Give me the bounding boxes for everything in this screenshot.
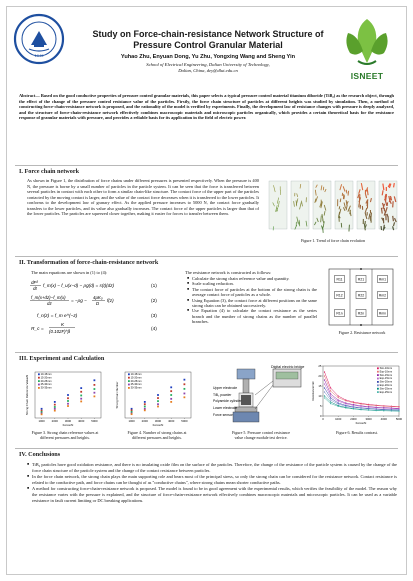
network-steps [187, 276, 317, 325]
data-point [330, 397, 331, 398]
section-1-text: As shown in Figure 1, the distribution of force chains under different pressures is presented respectively. When the pressure is 400 N, the pressure is borne by a small number of particles in the particle system. It can be seen that the force is transferred between several particles in contact with each other to form a similar chain-like structure. The contact force of the upper part of the particles contacted by the moving contact is larger, and the value of the contact force decreases when it is transferred to the lower particles. It conforms to the development law of granary effect. As the applied pressure increases to 5000 N, the contact force gradually transfers to the lower particles, and its value also gradually increases. The contact force of the upper particles is larger than that of the lower particles. The particles are squeezed closer together, making it easier for forces to transfer between them. [27, 178, 259, 216]
legend-swatch [128, 377, 130, 379]
affiliation-line-2: Dalian, China, dey@dlut.edu.cn [178, 67, 238, 73]
x-axis-label: Force/N [355, 421, 367, 425]
svg-text:D: D [96, 301, 100, 306]
x-axis-label: Force/N [152, 423, 164, 427]
data-point [157, 403, 159, 405]
data-point [338, 395, 339, 396]
data-point [184, 388, 186, 390]
resistor-label: R11 [336, 277, 343, 282]
poster [6, 6, 407, 575]
resistor-label: Rm2 [378, 293, 387, 298]
divider [15, 352, 398, 353]
force-chain-line [323, 227, 324, 233]
eq-2-number: (2) [151, 299, 157, 304]
affiliation-line-1: School of Electrical Engineering, Dalian University of Technology, [146, 62, 270, 67]
data-point [67, 397, 69, 399]
x-tick-label: 3000 [64, 419, 72, 424]
x-tick-label: 2000 [350, 417, 357, 422]
legend-label: Sim-15mm [379, 373, 393, 377]
isneet-logo [336, 13, 398, 71]
svg-text:K: K [61, 322, 65, 327]
data-point [338, 406, 339, 407]
data-point [324, 383, 325, 384]
force-chain-line [371, 213, 372, 219]
legend-label: 25-30mm [130, 383, 142, 387]
data-point [170, 394, 172, 396]
data-point [131, 409, 133, 411]
legend-swatch [377, 381, 379, 383]
data-point [54, 406, 56, 408]
data-point [54, 404, 56, 406]
legend-swatch [38, 373, 40, 375]
x-tick-label: 1000 [38, 419, 45, 424]
abstract [19, 93, 394, 121]
data-point [345, 407, 346, 408]
abstract-label: Abstract— [19, 93, 40, 98]
legend-label: 20-25mm [130, 379, 142, 383]
legend-swatch [38, 380, 40, 382]
data-point [353, 402, 354, 403]
data-point [391, 410, 392, 411]
y-axis-label: Strong Chain Number [115, 381, 119, 409]
svg-text:f(z): f(z) [107, 298, 114, 303]
force-chain-panel [357, 181, 375, 229]
data-point [170, 398, 172, 400]
figure-4-chart [115, 369, 195, 429]
legend-swatch [377, 384, 379, 386]
equations-block [29, 277, 177, 337]
svg-text:f_m(x) − f_u(x−d) − ρg(d) = s(: f_m(x) − f_u(x−d) − ρg(d) = s(t)(dz) [43, 283, 115, 288]
x-tick-label: 4000 [78, 419, 85, 424]
data-point [67, 405, 69, 407]
data-point [80, 401, 82, 403]
divider [15, 165, 398, 166]
figure-5-caption-line-2: value change module test device. [234, 434, 288, 440]
data-point [94, 388, 96, 390]
logo-year: 1949 [34, 53, 44, 58]
y-axis-label: Strong Chain Reference Value/N [25, 374, 29, 416]
data-point [41, 408, 43, 410]
data-point [330, 390, 331, 391]
legend-label: Exp-25mm [379, 390, 393, 394]
isneet-label: ISNEET [350, 71, 384, 81]
y-tick-label: 10 [318, 394, 322, 398]
data-point [376, 410, 377, 411]
x-tick-label: 2000 [51, 419, 58, 424]
data-point [67, 400, 69, 402]
force-chain-line [394, 183, 395, 187]
data-point [144, 408, 146, 410]
data-point [353, 405, 354, 406]
conclusions-list [27, 462, 397, 503]
resistor-label: R2n [357, 311, 365, 316]
data-point [391, 406, 392, 407]
legend-label: 30-35mm [130, 386, 142, 390]
legend-label: Exp-15mm [379, 377, 393, 381]
force-chain-line [367, 189, 368, 195]
data-point [376, 407, 377, 408]
data-point [41, 413, 43, 415]
data-point [131, 408, 133, 410]
data-point [94, 379, 96, 381]
data-point [338, 397, 339, 398]
list-item: ■ Use Equation (4) to calculate the contact resistance as the series branch and the number of strong chains as the number of parallel branches. [187, 308, 317, 324]
data-point [144, 409, 146, 411]
legend-label: 15-20mm [130, 376, 142, 380]
legend-swatch [128, 380, 130, 382]
figure-1-caption: Figure 1. Trend of force chain evolution [300, 238, 366, 243]
force-chain-line [393, 216, 394, 221]
legend-swatch [128, 384, 130, 386]
resistor-label: R21 [357, 277, 365, 282]
figure-4-caption [111, 431, 203, 441]
data-point [184, 396, 186, 398]
device-upper-label: Upper electrode [213, 386, 238, 390]
figure-4-caption-line-1: Figure 4. Number of strong chains at [127, 430, 187, 435]
x-tick-label: 5000 [91, 419, 98, 424]
test-device-figure [213, 365, 305, 429]
data-point [184, 393, 186, 395]
data-point [383, 410, 384, 411]
svg-text:dz: dz [47, 301, 52, 306]
data-point [324, 397, 325, 398]
legend-swatch [38, 384, 40, 386]
title-line-2: Pressure Control Granular Material [133, 40, 283, 50]
figure-5-caption [215, 431, 307, 441]
poster-title [77, 29, 339, 51]
data-point [67, 394, 69, 396]
legend-label: Exp-10mm [379, 370, 393, 374]
svg-text:dt: dt [33, 286, 37, 291]
equations-intro: The main equations are shown in (1) to (4): [31, 270, 108, 275]
eq-4-number: (4) [151, 327, 157, 332]
data-point [330, 387, 331, 388]
data-point [54, 410, 56, 412]
title-line-1: Study on Force-chain-resistance Network Structure of [92, 29, 324, 39]
device-sensor-label: Force sensor [213, 413, 233, 417]
svg-text:R_c =: R_c = [31, 327, 44, 332]
data-point [338, 401, 339, 402]
legend-swatch [377, 378, 379, 380]
legend-label: Sim-20mm [379, 380, 393, 384]
list-item: ■ Using Equation (3), the contact force at different positions on the same strong chain can be obtained successively. [187, 298, 317, 309]
data-point [324, 379, 325, 380]
y-axis-label: Resistance/mΩ [311, 381, 315, 401]
figure-3-chart [25, 369, 105, 429]
list-item: ■ Calculate the strong chain reference value and quantity. [187, 276, 317, 281]
data-point [330, 393, 331, 394]
resistance-network-figure [323, 265, 401, 331]
legend-swatch [377, 388, 379, 390]
divider [15, 448, 398, 449]
x-tick-label: 2000 [141, 419, 148, 424]
legend-swatch [377, 371, 379, 373]
data-point [324, 375, 325, 376]
data-point [144, 403, 146, 405]
legend-label: 20-25mm [40, 379, 52, 383]
data-point [80, 395, 82, 397]
figure-3-caption [19, 431, 111, 441]
eq-1-number: (1) [151, 284, 157, 289]
svg-text:dF²: dF² [31, 280, 38, 285]
data-point [338, 403, 339, 404]
data-point [383, 406, 384, 407]
force-chain-line [348, 191, 349, 196]
affiliation [77, 62, 339, 74]
data-point [353, 407, 354, 408]
list-item: ■ In the force chain network, the strong chain plays the main supporting role and bears most of the principal stress, so only the strong chain can be considered for the resistance network. Contact resistance is related to the conductive path, and force chains can be thought of as "conductive chains", where strong chains mean shorter conductive paths. [27, 474, 397, 485]
data-point [184, 383, 186, 385]
data-point [144, 401, 146, 403]
figure-5-caption-line-1: Figure 5. Pressure control resistance [231, 430, 291, 435]
x-tick-label: 4000 [380, 417, 387, 422]
data-point [376, 405, 377, 406]
data-point [345, 406, 346, 407]
resistor-label: Rmn [378, 311, 387, 316]
data-point [54, 408, 56, 410]
resistor-label: R22 [357, 293, 365, 298]
university-logo [13, 13, 65, 65]
svg-text:= −ρg −: = −ρg − [71, 298, 87, 303]
force-chain-line [344, 195, 345, 199]
data-point [170, 386, 172, 388]
data-point [170, 390, 172, 392]
figure-4-caption-line-2: different pressures and heights. [132, 434, 182, 440]
section-4-title: IV. Conclusions [19, 451, 61, 458]
device-cylinder-label: Polyamide cylinder [213, 399, 242, 403]
data-point [324, 395, 325, 396]
device-meter-label: Digital electric bridge [271, 365, 305, 369]
data-point [80, 387, 82, 389]
legend-swatch [377, 367, 379, 369]
force-chain-figure [265, 175, 401, 237]
force-chain-line [350, 210, 351, 214]
data-point [330, 401, 331, 402]
x-tick-label: 5000 [181, 419, 188, 424]
data-point [131, 411, 133, 413]
data-point [157, 406, 159, 408]
data-point [94, 395, 96, 397]
legend-label: 10-15mm [130, 373, 142, 376]
legend-label: Sim-25mm [379, 387, 393, 391]
data-point [338, 399, 339, 400]
device-lower-label: Lower electrode [213, 406, 238, 410]
svg-text:4μK₀: 4μK₀ [93, 295, 103, 300]
y-tick-label: 20 [318, 374, 322, 378]
data-point [398, 406, 399, 407]
x-tick-label: 1000 [335, 417, 342, 422]
legend-swatch [377, 391, 379, 393]
data-point [157, 394, 159, 396]
network-intro: The resistance network is constructed as follows: [185, 270, 272, 275]
data-point [360, 403, 361, 404]
x-axis-label: Force/N [62, 423, 74, 427]
section-3-title: III. Experiment and Calculation [19, 355, 105, 362]
data-point [80, 398, 82, 400]
legend-label: Sim-10mm [379, 367, 393, 370]
eq-3-number: (3) [151, 314, 157, 319]
data-point [170, 401, 172, 403]
data-point [144, 406, 146, 408]
abstract-text: Based on the good conductive properties of pressure control granular materials, this paper selects a typical pressure control material titanium diboride (TiB₂) as the research object, through the effect of the change of the pressure control resistance value of the particles. Firstly, the force chain structure of particles at different heights was studied by simulation. Then, a method of constructing force-chain-resistance network is proposed, and the rationality of the model is verified by experiments. Finally, the development law of resistance changes with pressure is deeply analyzed, and the structure of force-chain-resistance network effectively combines macroscopic materials and microscopic particles organically, which provides a certain theoretical basis for the resistance response of granular materials with pressure, and provides a reliable basis for its application in the field of electric power. [19, 93, 394, 121]
data-point [368, 404, 369, 405]
data-point [368, 407, 369, 408]
x-tick-label: 3000 [365, 417, 372, 422]
y-tick-label: 15 [318, 384, 322, 388]
data-point [131, 413, 133, 415]
section-1-title: I. Force chain network [19, 168, 80, 175]
x-tick-label: 1000 [128, 419, 135, 424]
data-point [330, 395, 331, 396]
authors: Yuhao Zhu, Enyuan Dong, Yu Zhu, Yongxing Wang and Sheng Yin [120, 54, 296, 60]
resistor-grid [335, 276, 388, 317]
data-point [345, 403, 346, 404]
section-2-title: II. Transformation of force-chain-resistance network [19, 259, 159, 266]
data-point [330, 403, 331, 404]
y-tick-label: 5 [319, 404, 322, 408]
legend-label: 15-20mm [40, 376, 52, 380]
legend-label: Exp-20mm [379, 384, 393, 387]
data-point [157, 397, 159, 399]
y-tick-label: 25 [318, 364, 322, 368]
divider [15, 256, 398, 257]
data-point [353, 408, 354, 409]
x-tick-label: 3000 [154, 419, 162, 424]
data-point [54, 401, 56, 403]
legend-swatch [128, 387, 130, 389]
data-point [330, 399, 331, 400]
legend-label: 10-15mm [40, 373, 52, 376]
x-tick-label: 4000 [168, 419, 175, 424]
resistor-label: R1n [336, 311, 343, 316]
figure-6-caption: Figure 6. Results contrast. [336, 430, 378, 435]
list-item: ■ Scale scaling reduction. [187, 281, 317, 286]
data-point [94, 384, 96, 386]
figure-6-chart [311, 363, 403, 429]
x-tick-label: 0 [322, 417, 324, 422]
data-point [324, 387, 325, 388]
data-point [360, 409, 361, 410]
data-point [360, 406, 361, 407]
data-point [94, 392, 96, 394]
x-tick-label: 5000 [395, 417, 403, 422]
data-point [157, 400, 159, 402]
list-item: ■ A method for constructing force-chain-resistance network is proposed. The model is found to be in good agreement with the experimental results, which verifies the feasibility of the model. The reason why the resistance varies with the pressure is explained, and the structure of force-chain-resistance network effectively combines macroscopic materials and microscopic particles. It can be used as a variable resistance in fault current limiting or DC breaking applications. [27, 486, 397, 503]
resistor-label: Rm1 [378, 277, 387, 282]
data-point [383, 408, 384, 409]
data-point [345, 400, 346, 401]
data-point [324, 391, 325, 392]
data-point [184, 379, 186, 381]
svg-text:(0.102F)^β: (0.102F)^β [49, 329, 71, 334]
legend-swatch [38, 377, 40, 379]
resistor-label: R12 [336, 293, 343, 298]
data-point [368, 410, 369, 411]
figure-2-caption: Figure 2. Resistance network [338, 330, 386, 335]
list-item: ■ TiB₂ particles have good oxidation resistance, and there is no insulating oxide film on the surface of the particles. Therefore, the change of the resistance of the particle system is caused by the change of the force chain structure of the particle system and the change of the contact resistance between particles. [27, 462, 397, 473]
figure-3-caption-line-1: Figure 3. Strong chain reference values at [31, 430, 99, 435]
list-item: ■ The contact force of particles at the bottom of the strong chain is the average contact force of particles as a whole. [187, 287, 317, 298]
y-tick-label: 0 [319, 414, 322, 418]
svg-text:f_m(x+dz)−f_m(x): f_m(x+dz)−f_m(x) [31, 295, 66, 300]
data-point [368, 408, 369, 409]
data-point [67, 403, 69, 405]
data-point [80, 391, 82, 393]
legend-swatch [377, 374, 379, 376]
device-powder-label: TiB₂ powder [213, 393, 232, 397]
legend-label: 30-35mm [40, 386, 52, 390]
legend-swatch [128, 373, 130, 375]
data-point [398, 411, 399, 412]
force-chain-panel [269, 181, 287, 229]
data-point [360, 408, 361, 409]
figure-3-caption-line-2: different pressures and heights. [40, 434, 90, 440]
data-point [324, 371, 325, 372]
force-chain-line [381, 208, 382, 214]
legend-swatch [38, 387, 40, 389]
svg-text:f_n(z) = f_m e^(−z): f_n(z) = f_m e^(−z) [37, 314, 78, 319]
legend-label: 25-30mm [40, 383, 52, 387]
